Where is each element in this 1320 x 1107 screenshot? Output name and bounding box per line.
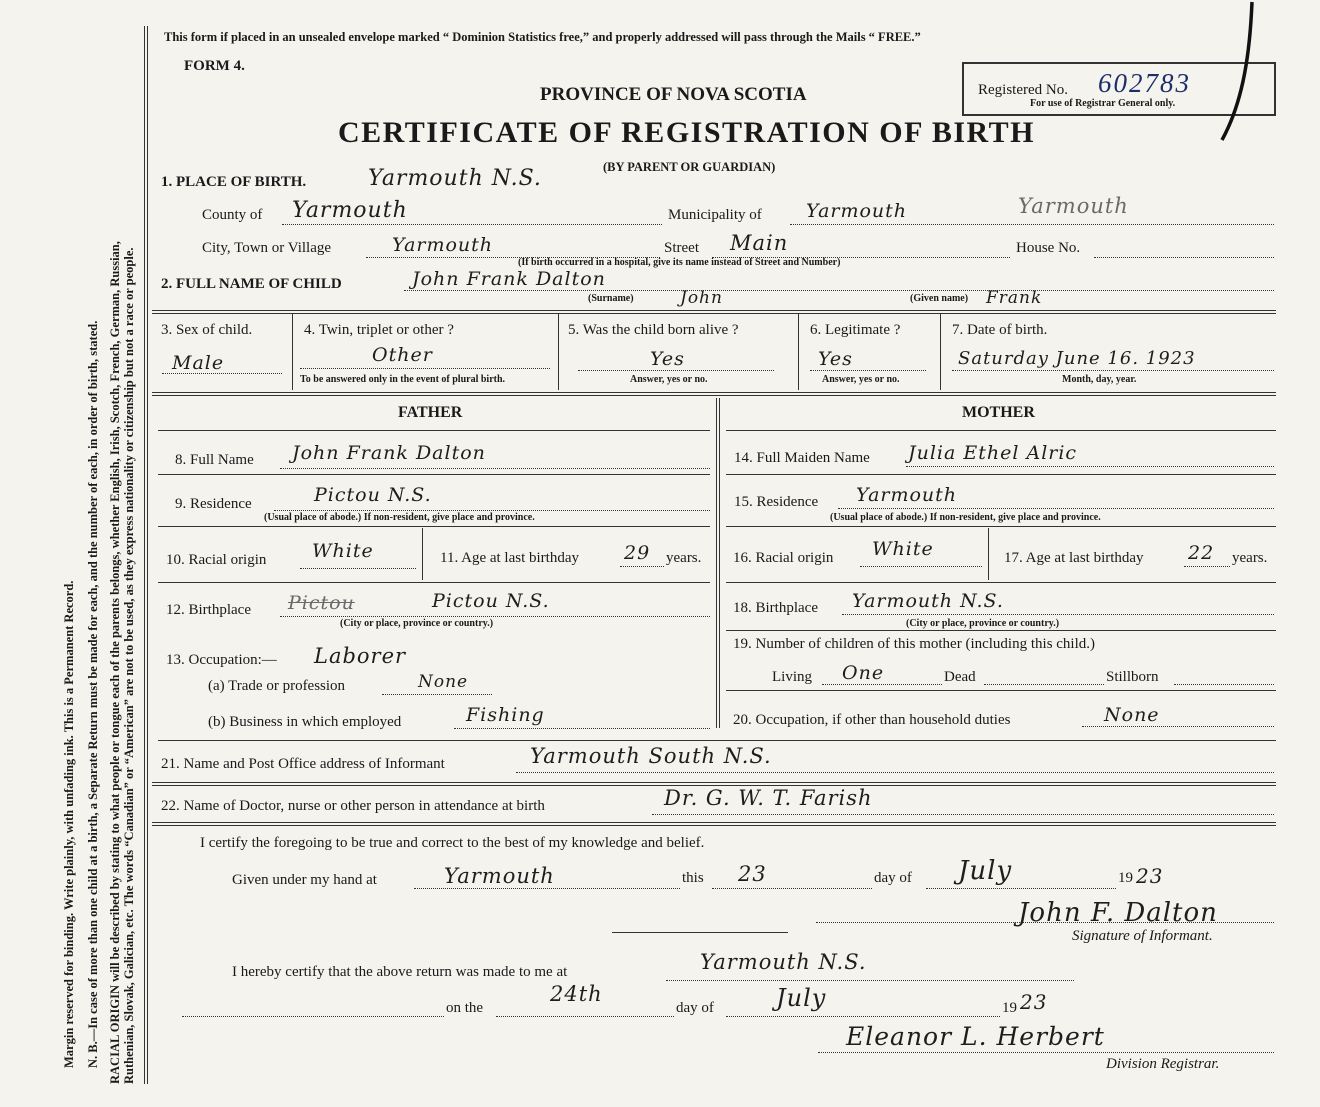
registration-day-value: 24th <box>550 982 603 1006</box>
father-occupation-value: Laborer <box>314 644 407 668</box>
page-title: CERTIFICATE OF REGISTRATION OF BIRTH <box>338 116 1035 149</box>
father-residence-label: 9. Residence <box>175 496 252 512</box>
province-heading: PROVINCE OF NOVA SCOTIA <box>540 84 807 105</box>
child-name-label: 2. FULL NAME OF CHILD <box>161 276 342 292</box>
surname-value: John <box>680 288 723 308</box>
divider <box>152 392 1276 396</box>
father-occupation-label: 13. Occupation:— <box>166 652 277 668</box>
trade-label: (a) Trade or profession <box>208 678 346 694</box>
father-race-label: 10. Racial origin <box>166 552 267 568</box>
father-name-label: 8. Full Name <box>175 452 254 468</box>
this-label: this <box>682 870 704 886</box>
doctor-value: Dr. G. W. T. Farish <box>664 786 873 810</box>
mother-age-value: 22 <box>1188 542 1215 564</box>
mother-residence-value: Yarmouth <box>856 484 958 506</box>
father-heading: FATHER <box>398 404 463 421</box>
place-of-birth-value: Yarmouth N.S. <box>368 166 542 191</box>
this-day-value: 23 <box>738 862 767 886</box>
mother-occupation-value: None <box>1104 704 1160 726</box>
surname-label: (Surname) <box>588 293 634 304</box>
divider <box>152 310 1276 314</box>
father-age-value: 29 <box>624 542 651 564</box>
date-of-birth-label: 7. Date of birth. <box>952 322 1048 338</box>
father-age-label: 11. Age at last birthday <box>440 550 579 566</box>
dead-label: Dead <box>944 669 976 685</box>
father-race-value: White <box>312 540 374 562</box>
street-value: Main <box>730 231 789 255</box>
form-number: FORM 4. <box>184 58 245 74</box>
city-value: Yarmouth <box>392 234 494 256</box>
registered-label: Registered No. <box>978 82 1068 98</box>
informant-label: 21. Name and Post Office address of Informant <box>161 756 445 772</box>
child-name-value: John Frank Dalton <box>412 268 606 290</box>
divider <box>152 822 1276 826</box>
informant-signature-label: Signature of Informant. <box>1072 928 1213 944</box>
mother-name-value: Julia Ethel Alric <box>908 442 1078 464</box>
business-label: (b) Business in which employed <box>208 714 402 730</box>
county-value: Yarmouth <box>292 198 408 223</box>
father-residence-value: Pictou N.S. <box>314 484 432 506</box>
mother-residence-label: 15. Residence <box>734 494 819 510</box>
given-under-hand-label: Given under my hand at <box>232 872 377 888</box>
street-label: Street <box>664 240 699 256</box>
legitimate-value: Yes <box>818 348 853 370</box>
informant-signature: John F. Dalton <box>1018 898 1218 928</box>
registrar-note: For use of Registrar General only. <box>1030 98 1176 109</box>
mother-birthplace-label: 18. Birthplace <box>733 600 818 616</box>
margin-note-racial-origin-cont: Ruthenian, Slovak, Galician, etc. The words “Canadian” or “American” are not to be used, as they express nationality or citizenship but not a race or people. <box>122 247 136 1084</box>
given-name-label: (Given name) <box>910 293 969 304</box>
twin-value: Other <box>372 344 433 366</box>
given-name-value: Frank <box>986 288 1043 308</box>
legitimate-note: Answer, yes or no. <box>822 374 900 385</box>
trade-value: None <box>418 672 469 692</box>
children-count-label: 19. Number of children of this mother (including this child.) <box>733 636 1096 652</box>
mother-name-label: 14. Full Maiden Name <box>734 450 870 466</box>
living-label: Living <box>772 669 812 685</box>
twin-label: 4. Twin, triplet or other ? <box>304 322 454 338</box>
registrar-place-value: Yarmouth N.S. <box>700 950 867 974</box>
living-value: One <box>842 662 885 684</box>
mother-age-label: 17. Age at last birthday <box>1004 550 1144 566</box>
page-subtitle: (BY PARENT OR GUARDIAN) <box>603 160 776 174</box>
born-alive-value: Yes <box>650 348 685 370</box>
father-birthplace-label: 12. Birthplace <box>166 602 251 618</box>
doctor-label: 22. Name of Doctor, nurse or other person in attendance at birth <box>161 798 545 814</box>
mother-birthplace-value: Yarmouth N.S. <box>852 590 1004 612</box>
hospital-note: (If birth occurred in a hospital, give its name instead of Street and Number) <box>518 257 841 268</box>
mother-occupation-label: 20. Occupation, if other than household duties <box>733 712 1011 728</box>
municipality-note: Yarmouth <box>1018 194 1129 218</box>
registrar-signature-label: Division Registrar. <box>1106 1056 1220 1072</box>
father-residence-note: (Usual place of abode.) If non-resident, give place and province. <box>264 512 535 523</box>
registration-year-prefix: 19 <box>1002 1000 1017 1016</box>
certification-statement: I certify the foregoing to be true and correct to the best of my knowledge and belief. <box>200 835 705 851</box>
sex-label: 3. Sex of child. <box>161 322 253 338</box>
year-value: 23 <box>1136 864 1164 888</box>
margin-binding-line <box>144 26 148 1084</box>
year-prefix: 19 <box>1118 870 1133 886</box>
city-label: City, Town or Village <box>202 240 332 256</box>
mother-birthplace-note: (City or place, province or country.) <box>906 618 1060 629</box>
day-of-label: day of <box>874 870 912 886</box>
father-age-unit: years. <box>666 550 702 566</box>
margin-note-binding: Margin reserved for binding. Write plainly, with unfading ink. This is a Permanent Record. <box>62 580 76 1068</box>
mother-race-value: White <box>872 538 934 560</box>
father-name-value: John Frank Dalton <box>292 442 486 464</box>
twin-note: To be answered only in the event of plural birth. <box>300 374 506 385</box>
registrar-statement: I hereby certify that the above return was made to me at <box>232 964 568 980</box>
informant-value: Yarmouth South N.S. <box>530 744 772 768</box>
postal-note: This form if placed in an unsealed envelope marked “ Dominion Statistics free,” and properly addressed will pass through the Mails “ FREE.” <box>164 30 921 44</box>
father-birthplace-value: Pictou N.S. <box>432 590 550 612</box>
registered-number: 602783 <box>1098 68 1191 98</box>
municipality-value: Yarmouth <box>806 200 908 222</box>
registrar-signature: Eleanor L. Herbert <box>846 1022 1105 1051</box>
stillborn-label: Stillborn <box>1106 669 1159 685</box>
mother-age-unit: years. <box>1232 550 1268 566</box>
father-birthplace-note: (City or place, province or country.) <box>340 618 494 629</box>
registration-month-value: July <box>776 984 827 1012</box>
registration-day-of-label: day of <box>676 1000 714 1016</box>
business-value: Fishing <box>466 704 545 726</box>
month-value: July <box>958 856 1013 886</box>
given-place-value: Yarmouth <box>444 864 555 888</box>
municipality-label: Municipality of <box>668 207 762 223</box>
margin-note-multiple-births: N. B.—In case of more than one child at a birth, a Separate Return must be made for each, and the number of each, in order of birth, stated. <box>86 320 100 1068</box>
date-of-birth-note: Month, day, year. <box>1062 374 1137 385</box>
parents-divider <box>716 398 720 728</box>
mother-race-label: 16. Racial origin <box>733 550 834 566</box>
father-birthplace-struck: Pictou <box>288 592 355 614</box>
county-label: County of <box>202 207 263 223</box>
pen-stroke-mark <box>1208 0 1258 150</box>
born-alive-label: 5. Was the child born alive ? <box>568 322 739 338</box>
mother-heading: MOTHER <box>962 404 1035 421</box>
born-alive-note: Answer, yes or no. <box>630 374 708 385</box>
house-number-label: House No. <box>1016 240 1081 256</box>
place-of-birth-label: 1. PLACE OF BIRTH. <box>161 174 307 190</box>
margin-note-racial-origin: RACIAL ORIGIN will be described by stating to what people or tongue each of the parents belongs, whether English, Irish, Scotch, French, German, Russian, <box>108 241 122 1084</box>
mother-residence-note: (Usual place of abode.) If non-resident, give place and province. <box>830 512 1101 523</box>
on-the-label: on the <box>446 1000 484 1016</box>
date-of-birth-value: Saturday June 16. 1923 <box>958 348 1196 369</box>
legitimate-label: 6. Legitimate ? <box>810 322 901 338</box>
registration-year-value: 23 <box>1020 990 1048 1014</box>
sex-value: Male <box>172 352 225 374</box>
